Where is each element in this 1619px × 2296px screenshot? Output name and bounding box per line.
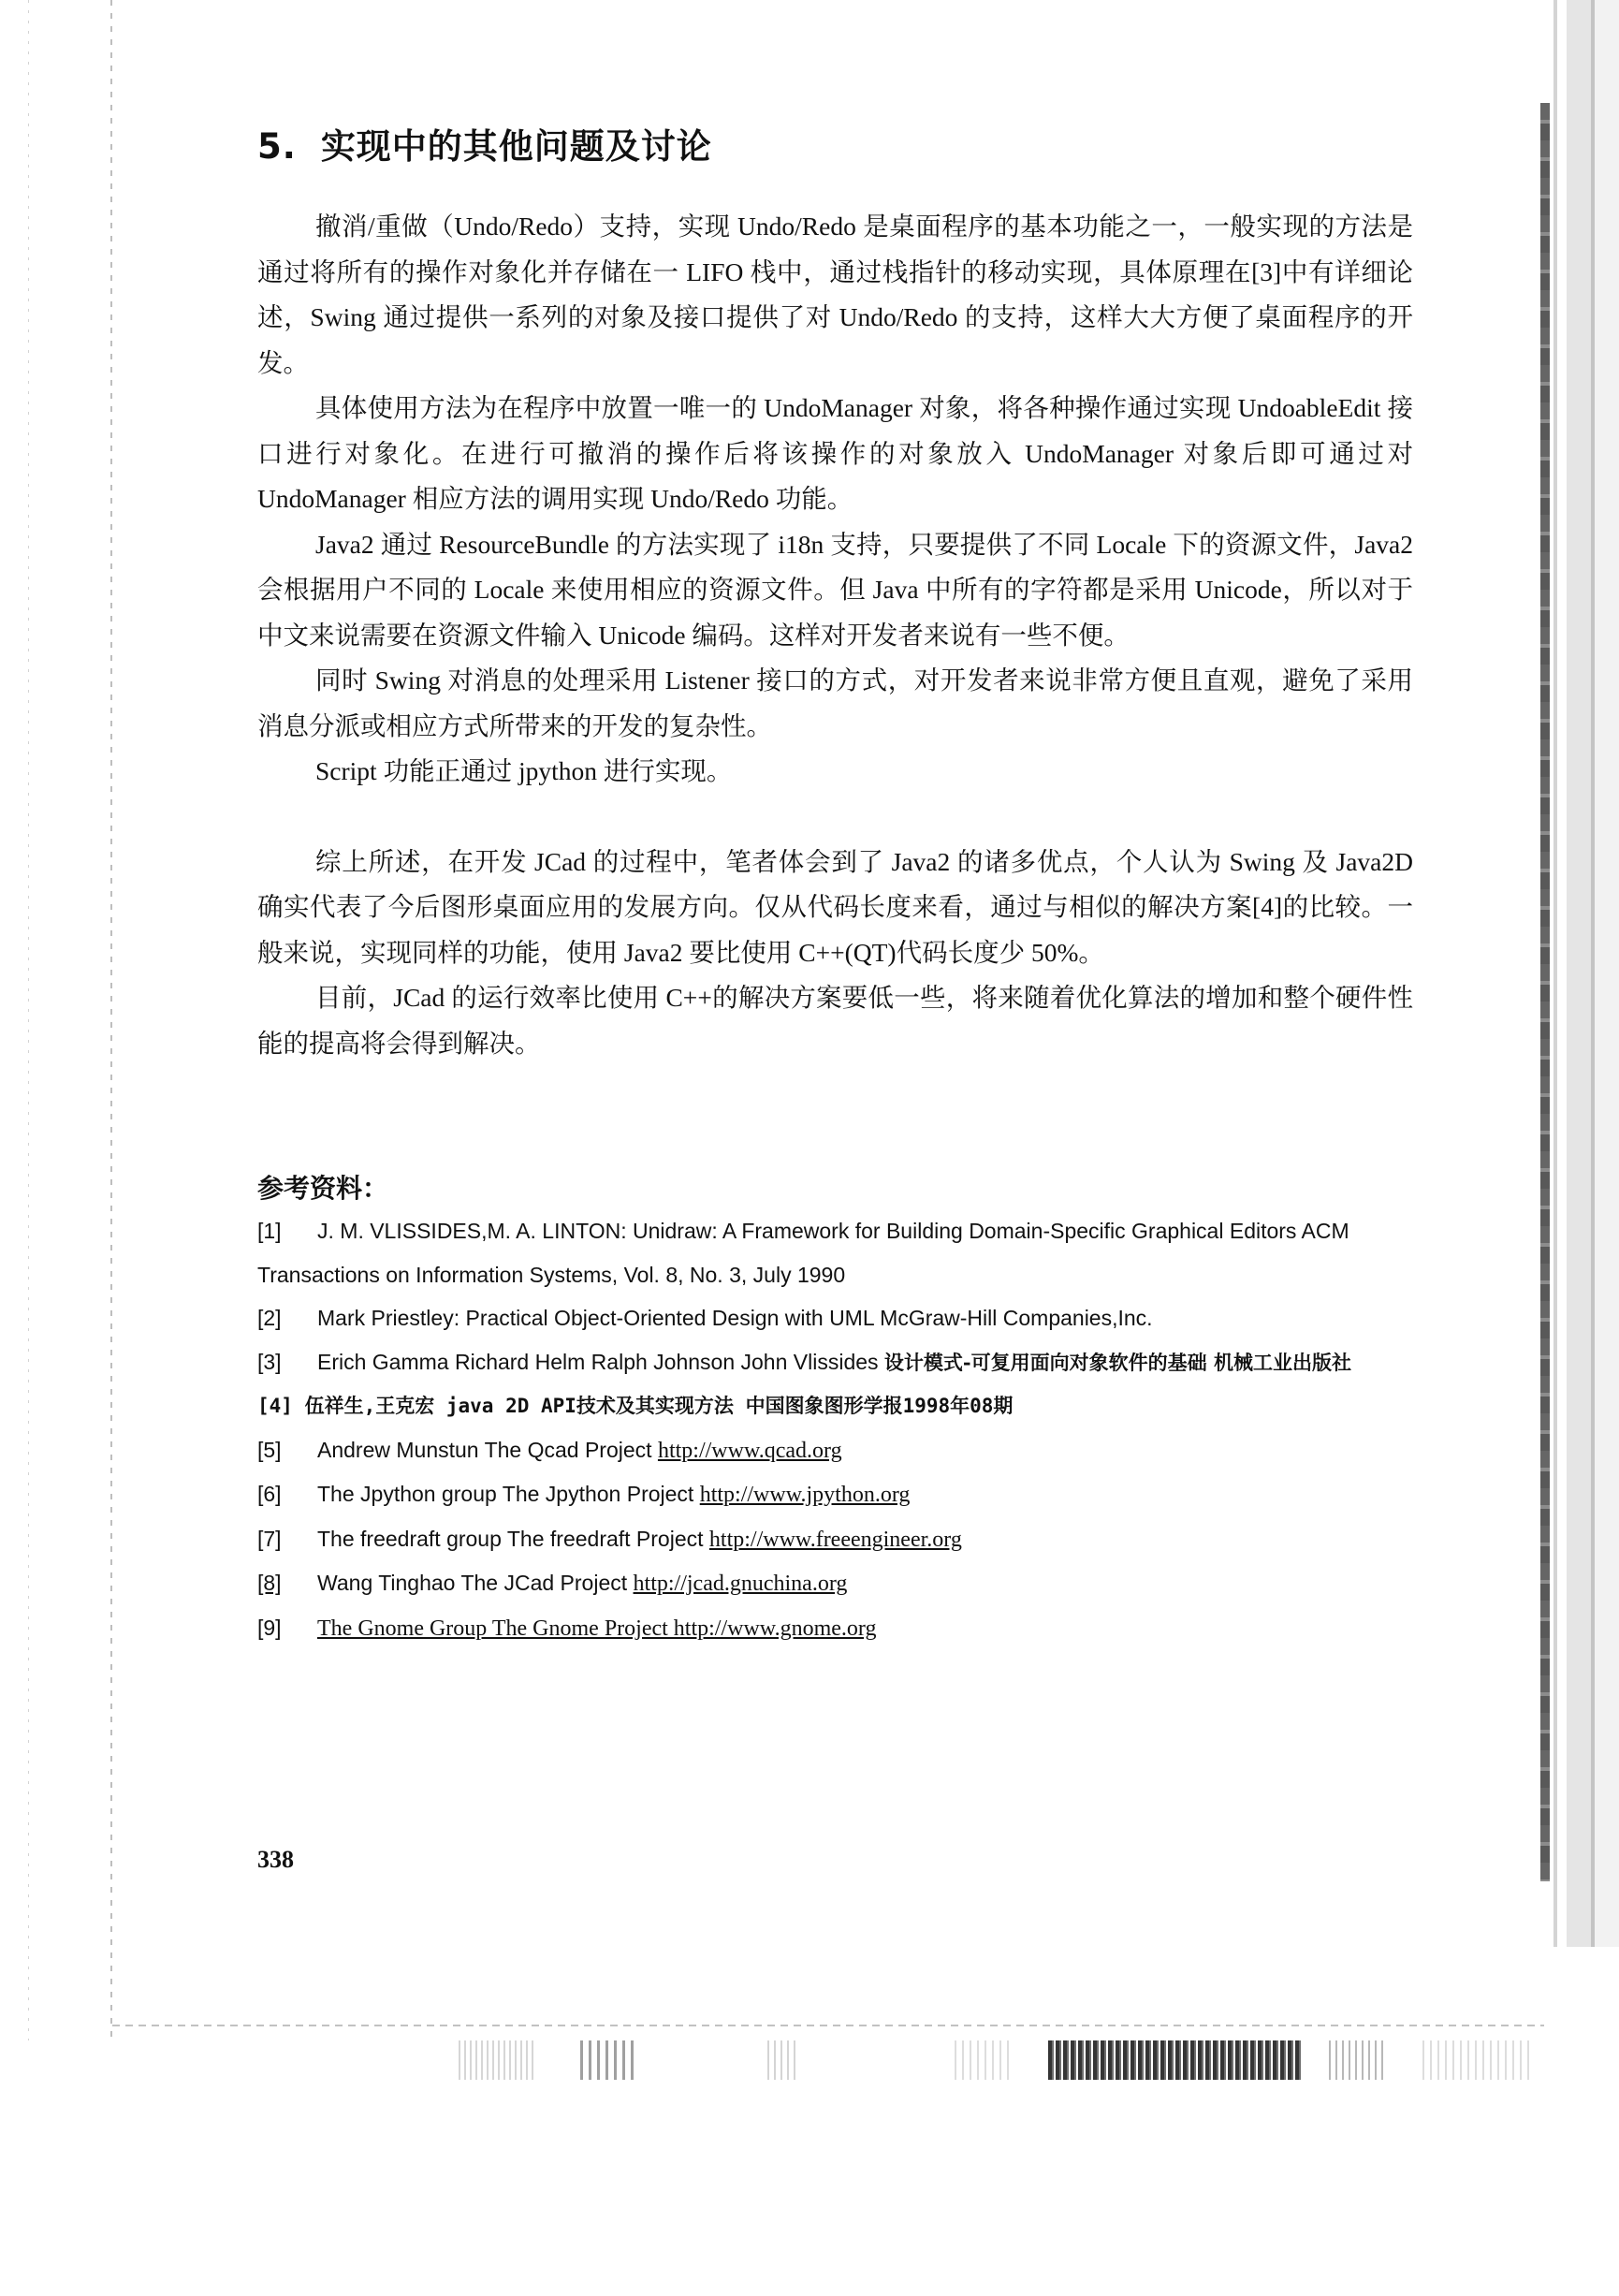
reference-index: [6] (257, 1482, 282, 1506)
paragraph: 撤消/重做（Undo/Redo）支持，实现 Undo/Redo 是桌面程序的基本功能之一，一般实现的方法是通过将所有的操作对象化并存储在一 LIFO 栈中，通过栈指针的移动实现，具体原理在[3]中有详细论述，Swing 通过提供一系列的对象及接口提供了对 Undo/Redo 的支持，这样大大方便了桌面程序的开发。 (257, 212, 1413, 377)
scan-edge-mark (110, 0, 112, 2040)
reference-link[interactable]: http://www.jpython.org (699, 1483, 911, 1507)
paragraph: 综上所述，在开发 JCad 的过程中，笔者体会到了 Java2 的诸多优点，个人认为 Swing 及 Java2D 确实代表了今后图形桌面应用的发展方向。仅从代码长度来看，通过与相似的解决方案[4]的比较。一般来说，实现同样的功能，使用 Java2 要比使用 C++(QT)代码长度少 50%。 (257, 846, 1413, 967)
section-number: 5. (257, 126, 297, 167)
reference-index: [3] (257, 1349, 282, 1374)
reference-link[interactable]: http://www.freeengineer.org (708, 1527, 962, 1552)
paragraph: Java2 通过 ResourceBundle 的方法实现了 i18n 支持，只要提供了不同 Locale 下的资源文件，Java2 会根据用户不同的 Locale 来使用相应的资源文件。但 Java 中所有的字符都是采用 Unicode，所以对于中文来说需要在资源文件输入 Unicode 编码。这样对开发者来说有一些不便。 (257, 529, 1413, 650)
paragraph: Script 功能正通过 jpython 进行实现。 (315, 756, 733, 785)
reference-index: [1] (257, 1219, 282, 1243)
reference-text-cn: 设计模式-可复用面向对象软件的基础 机械工业出版社 (883, 1350, 1351, 1374)
page-number: 338 (257, 1846, 294, 1873)
scan-edge-mark (112, 2025, 1544, 2026)
reference-item (257, 1428, 1427, 1473)
reference-text: The Jpython group The Jpython Project (317, 1482, 694, 1506)
reference-text: J. M. VLISSIDES,M. A. LINTON: Unidraw: A Framework for Building Domain-Specific Graphical Editors ACM Transactions on Information Systems, Vol. 8, No. 3, July 1990 (257, 1219, 1349, 1287)
scan-edge-mark (28, 0, 29, 2040)
section-title: 实现中的其他问题及讨论 (320, 126, 712, 167)
paragraph: 同时 Swing 对消息的处理采用 Listener 接口的方式，对开发者来说非常方便且直观，避免了采用消息分派或相应方式所带来的开发的复杂性。 (257, 665, 1413, 740)
scan-noise-strip (112, 2040, 1572, 2080)
reference-text: The freedraft group The freedraft Project (317, 1526, 704, 1551)
reference-link[interactable]: http://jcad.gnuchina.org (633, 1572, 848, 1596)
reference-item (257, 1209, 1427, 1296)
reference-item (257, 1561, 1427, 1606)
reference-item: [4] 伍祥生,王克宏 java 2D API技术及其实现方法 中国图象图形学报1998年08期 (257, 1395, 1014, 1417)
reference-item (257, 1606, 1427, 1651)
paragraph: 具体使用方法为在程序中放置一唯一的 UndoManager 对象，将各种操作通过实现 UndoableEdit 接口进行对象化。在进行可撤消的操作后将该操作的对象放入 UndoManager 对象后即可通过对 UndoManager 相应方法的调用实现 Undo/Redo 功能。 (257, 393, 1413, 513)
reference-index: [7] (257, 1526, 282, 1551)
book-spine-edge (1540, 103, 1550, 1881)
reference-index: [9] (257, 1615, 282, 1640)
reference-text: Mark Priestley: Practical Object-Oriented Design with UML McGraw-Hill Companies,Inc. (317, 1306, 1153, 1330)
reference-item (257, 1296, 1427, 1340)
reference-index: [2] (257, 1306, 282, 1330)
section-heading (257, 118, 712, 168)
reference-item (257, 1472, 1427, 1517)
references-list (257, 1209, 1427, 1650)
reference-item (257, 1517, 1427, 1562)
reference-link[interactable]: The Gnome Group The Gnome Project http://www.gnome.org (317, 1616, 877, 1641)
reference-text: Erich Gamma Richard Helm Ralph Johnson John Vlissides (317, 1349, 879, 1374)
reference-link[interactable]: http://www.qcad.org (657, 1438, 842, 1463)
reference-text: Wang Tinghao The JCad Project (317, 1571, 628, 1595)
paragraph: 目前，JCad 的运行效率比使用 C++的解决方案要低一些，将来随着优化算法的增加和整个硬件性能的提高将会得到解决。 (257, 983, 1413, 1058)
reference-index: [5] (257, 1437, 282, 1462)
references-title: 参考资料： (257, 1175, 389, 1204)
reference-index: [8] (257, 1571, 282, 1595)
body-text (257, 204, 1413, 1066)
reference-item (257, 1340, 1427, 1385)
reference-text: Andrew Munstun The Qcad Project (317, 1437, 652, 1462)
